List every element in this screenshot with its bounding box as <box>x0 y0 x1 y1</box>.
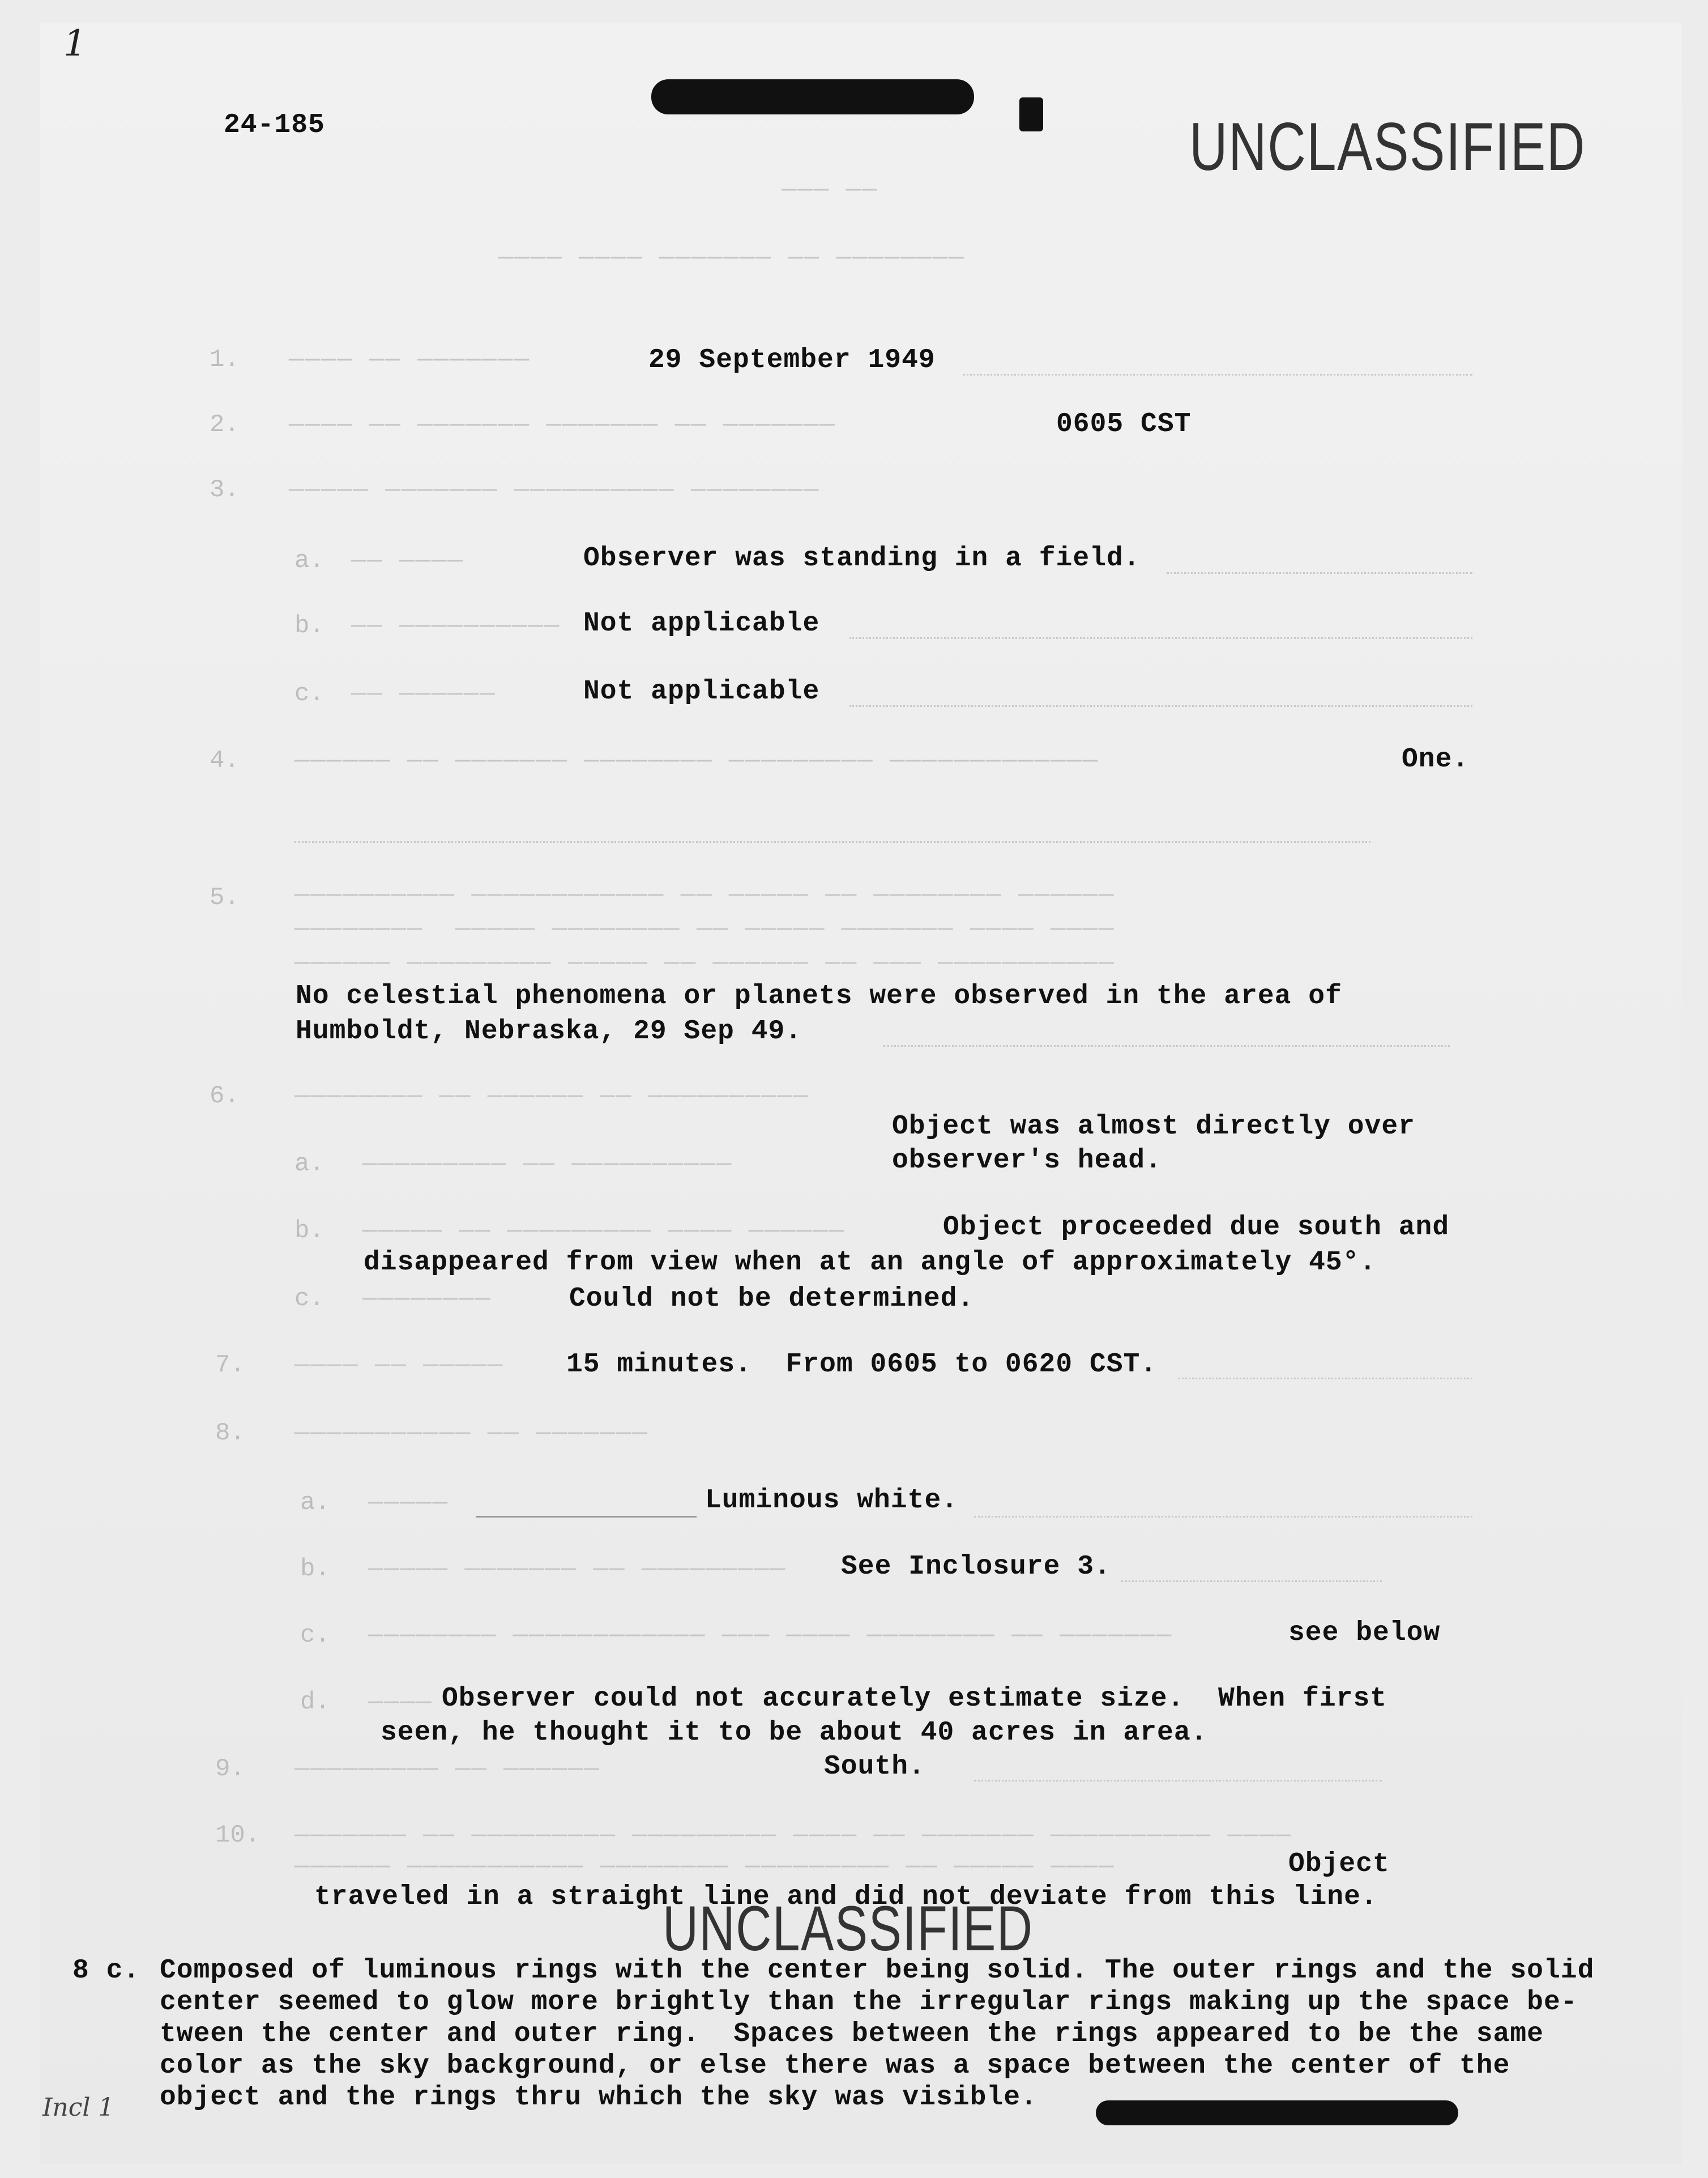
footnote-label: 8 c. <box>72 1955 140 1986</box>
footnote-line-2: center seemed to glow more brightly than the irregular rings making up the space be- <box>160 1987 1578 2018</box>
faint-label-4: —————— —— ——————— ———————— ————————— ————————————— <box>294 747 1099 775</box>
faint-label-10-line1: ——————— —— ————————— ————————— ———— —— ——————— —————————— ———— <box>294 1821 1292 1849</box>
item-number-1: 1. <box>210 346 240 374</box>
item-8b-letter: b. <box>300 1555 330 1583</box>
shape-value: See Inclosure 3. <box>841 1552 1111 1582</box>
color-value: Luminous white. <box>705 1485 959 1516</box>
dotted-line-8b <box>1121 1580 1382 1582</box>
item-number-3: 3. <box>210 476 240 504</box>
time-in-sight-value: 15 minutes. From 0605 to 0620 CST. <box>566 1349 1158 1380</box>
item-number-9: 9. <box>215 1755 245 1783</box>
distance-b-line-1: Object proceeded due south and <box>943 1212 1450 1243</box>
faint-label-1: ———— —— ——————— <box>289 346 531 374</box>
item-number-6: 6. <box>210 1082 240 1110</box>
faint-label-3b: —— —————————— <box>351 612 561 640</box>
dotted-line-1 <box>963 374 1472 376</box>
handwritten-inclosure-note: Incl 1 <box>42 2093 114 2122</box>
faint-label-8a: ————— <box>368 1489 449 1517</box>
faint-label-8b: ————— ——————— —— ————————— <box>368 1555 787 1583</box>
dotted-line-9 <box>974 1780 1382 1781</box>
tactics-line-1: Object <box>1288 1849 1390 1879</box>
time-value: 0605 CST <box>1056 409 1192 440</box>
faint-label-5-line1: —————————— ———————————— —— ————— —— ———————— —————— <box>294 881 1115 909</box>
faint-label-8d: ———— <box>368 1688 433 1716</box>
size-line-1: Observer could not accurately estimate size. When first <box>442 1683 1387 1714</box>
dotted-line-7 <box>1178 1378 1472 1379</box>
faint-heading-2: ———— ———— ——————— —— ———————— <box>498 244 965 272</box>
dotted-line-3c <box>849 705 1472 707</box>
tactics-line-2: traveled in a straight line and did not deviate from this line. <box>314 1882 1378 1912</box>
faint-label-6: ———————— —— —————— —— —————————— <box>294 1082 809 1110</box>
dotted-line-5 <box>883 1045 1450 1047</box>
faint-label-6c: ———————— <box>362 1285 492 1313</box>
faint-label-2: ———— —— ——————— ——————— —— ——————— <box>289 411 836 439</box>
footnote-line-3: tween the center and outer ring. Spaces between the rings appeared to be the same <box>160 2019 1544 2049</box>
item-number-7: 7. <box>215 1351 245 1379</box>
item-8c-letter: c. <box>300 1621 330 1650</box>
redaction-bar-top <box>651 79 974 114</box>
item-number-10: 10. <box>215 1821 261 1849</box>
faint-label-7: ———— —— ————— <box>294 1351 504 1379</box>
faint-label-3a: —— ———— <box>351 547 464 575</box>
celestial-line-1: No celestial phenomena or planets were observed in the area of <box>296 981 1342 1012</box>
faint-label-6b: ————— —— ————————— ———— —————— <box>362 1217 846 1245</box>
where-a-value: Observer was standing in a field. <box>583 543 1141 574</box>
footnote-line-1: Composed of luminous rings with the center being solid. The outer rings and the solid <box>160 1955 1595 1986</box>
faint-label-6a: ————————— —— —————————— <box>362 1150 733 1178</box>
size-line-2: seen, he thought it to be about 40 acres in area. <box>381 1717 1208 1748</box>
faint-label-10-line2: —————— ——————————— ———————— ————————— —— ————— ———— <box>294 1852 1115 1881</box>
item-8d-letter: d. <box>300 1688 330 1716</box>
item-3a-letter: a. <box>294 547 324 575</box>
date-value: 29 September 1949 <box>648 345 936 376</box>
item-3b-letter: b. <box>294 612 324 640</box>
underline-8a <box>476 1516 697 1518</box>
dotted-line-3a <box>1167 572 1472 574</box>
direction-value: South. <box>824 1751 925 1782</box>
where-b-value: Not applicable <box>583 608 820 639</box>
faint-heading-1: ——— —— <box>782 176 878 204</box>
file-number: 24-185 <box>224 110 325 140</box>
redaction-bar-bottom <box>1096 2100 1458 2125</box>
redaction-mark-top <box>1019 97 1043 131</box>
faint-label-5-line3: —————— ————————— ————— —— —————— —— ——— ——————————— <box>294 949 1115 977</box>
number-of-objects-value: One. <box>1402 744 1470 775</box>
footnote-line-4: color as the sky background, or else there was a space between the center of the <box>160 2051 1510 2081</box>
dotted-line-8a <box>974 1516 1472 1518</box>
item-number-8: 8. <box>215 1419 245 1447</box>
dotted-line-3b <box>849 637 1472 639</box>
faint-label-8: ——————————— —— ——————— <box>294 1419 648 1447</box>
item-number-2: 2. <box>210 411 240 439</box>
distance-b-line-2: disappeared from view when at an angle of approximately 45°. <box>364 1247 1377 1278</box>
item-6b-letter: b. <box>294 1217 324 1245</box>
construction-value: see below <box>1288 1618 1441 1648</box>
footnote-line-5: object and the rings thru which the sky was visible. <box>160 2082 1037 2113</box>
celestial-line-2: Humboldt, Nebraska, 29 Sep 49. <box>296 1016 802 1047</box>
faint-label-3c: —— —————— <box>351 680 496 708</box>
faint-label-3: ————— ——————— —————————— ———————— <box>289 476 820 504</box>
where-c-value: Not applicable <box>583 676 820 707</box>
item-3c-letter: c. <box>294 680 324 708</box>
unclassified-stamp-bottom: UNCLASSIFIED <box>663 1893 1034 1964</box>
faint-label-8c: ———————— ———————————— ——— ———— ———————— —— ——————— <box>368 1621 1173 1650</box>
unclassified-stamp-top: UNCLASSIFIED <box>1189 109 1586 185</box>
item-number-4: 4. <box>210 747 240 775</box>
faint-label-9: ————————— —— —————— <box>294 1755 600 1783</box>
item-8a-letter: a. <box>300 1489 330 1517</box>
dotted-line-4 <box>294 841 1370 843</box>
item-6a-letter: a. <box>294 1150 324 1178</box>
distance-a-line-1: Object was almost directly over <box>892 1111 1415 1142</box>
faint-label-5-line2: ———————— ————— ———————— —— ————— ——————— ———— ———— <box>294 915 1115 943</box>
distance-a-line-2: observer's head. <box>892 1145 1162 1176</box>
handwritten-corner-mark: 1 <box>63 23 87 65</box>
distance-c-value: Could not be determined. <box>569 1284 975 1314</box>
item-6c-letter: c. <box>294 1285 324 1313</box>
item-number-5: 5. <box>210 884 240 912</box>
